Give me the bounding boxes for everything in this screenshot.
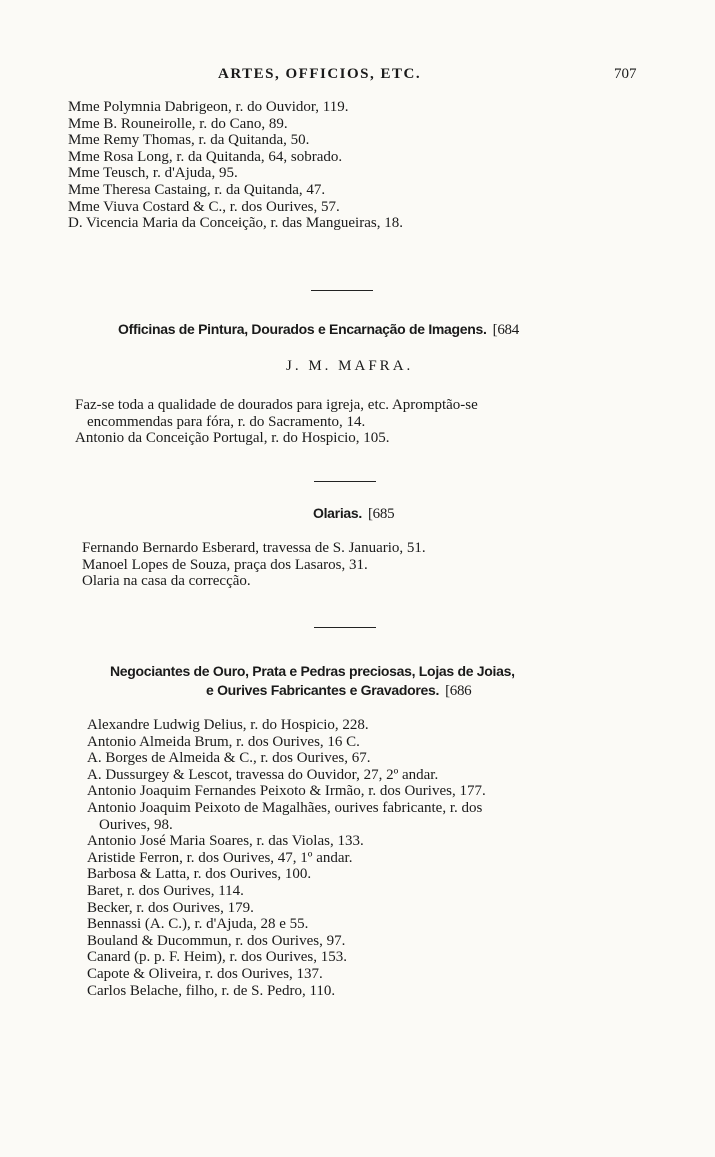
list-item: Alexandre Ludwig Delius, r. do Hospicio, 228. xyxy=(87,717,369,733)
list-item: Fernando Bernardo Esberard, travessa de S. Januario, 51. xyxy=(82,540,426,556)
list-item: Antonio da Conceição Portugal, r. do Hospicio, 105. xyxy=(75,430,390,447)
section-ref: [686 xyxy=(445,683,472,699)
section-heading-686-line2 xyxy=(206,682,471,700)
list-item: Barbosa & Latta, r. dos Ourives, 100. xyxy=(87,866,312,883)
list-item: Capote & Oliveira, r. dos Ourives, 137. xyxy=(87,965,323,982)
list-item: Antonio Joaquim Fernandes Peixoto & Irmão, r. dos Ourives, 177. xyxy=(87,783,486,800)
list-item: Mme Viuva Costard & C., r. dos Ourives, 57. xyxy=(68,198,340,215)
page-number: 707 xyxy=(614,66,637,82)
list-item: D. Vicencia Maria da Conceição, r. das Mangueiras, 18. xyxy=(68,215,403,232)
list-item: Mme Remy Thomas, r. da Quitanda, 50. xyxy=(68,132,310,149)
section-ref: [685 xyxy=(367,506,395,522)
list-item: encommendas para fóra, r. do Sacramento, 14. xyxy=(87,413,366,430)
section-heading-text: Officinas de Pintura, Dourados e Encarnação de Imagens. xyxy=(118,321,487,337)
list-item: Carlos Belache, filho, r. de S. Pedro, 110. xyxy=(87,982,336,999)
section-ref: [684 xyxy=(492,322,519,338)
section-heading-684 xyxy=(118,321,519,339)
running-head xyxy=(0,66,715,88)
running-title: ARTES, OFFICIOS, ETC. xyxy=(218,66,422,82)
section-685-entries xyxy=(82,540,426,590)
list-item: Becker, r. dos Ourives, 179. xyxy=(87,899,254,916)
list-item: Bouland & Ducommun, r. dos Ourives, 97. xyxy=(87,932,346,949)
section-divider xyxy=(314,627,376,628)
list-item: Baret, r. dos Ourives, 114. xyxy=(87,882,244,899)
list-item: Antonio Joaquim Peixoto de Magalhães, ourives fabricante, r. dos xyxy=(87,799,483,816)
list-item: Canard (p. p. F. Heim), r. dos Ourives, 153. xyxy=(87,949,348,966)
list-item: Ourives, 98. xyxy=(99,816,173,833)
proprietor-name: J. M. MAFRA. xyxy=(286,358,414,374)
section-686-entries xyxy=(87,717,486,999)
list-item: Mme Theresa Castaing, r. da Quitanda, 47. xyxy=(68,181,326,198)
list-item: Manoel Lopes de Souza, praça dos Lasaros, 31. xyxy=(82,556,368,573)
section-684-entries xyxy=(75,397,478,447)
section-divider xyxy=(314,481,376,482)
list-item: Faz-se toda a qualidade de dourados para igreja, etc. Apromptão-se xyxy=(75,397,478,413)
section-heading-text: Olarias. xyxy=(313,505,362,521)
list-item: A. Borges de Almeida & C., r. dos Ourives, 67. xyxy=(87,750,371,767)
section-heading-686-line1: Negociantes de Ouro, Prata e Pedras preciosas, Lojas de Joias, xyxy=(110,663,515,679)
list-item: Mme Polymnia Dabrigeon, r. do Ouvidor, 119. xyxy=(68,99,349,115)
list-item: Mme B. Rouneirolle, r. do Cano, 89. xyxy=(68,115,288,132)
list-item: Mme Teusch, r. d'Ajuda, 95. xyxy=(68,165,238,182)
section-heading-text: e Ourives Fabricantes e Gravadores. xyxy=(206,682,440,698)
list-item: A. Dussurgey & Lescot, travessa do Ouvidor, 27, 2º andar. xyxy=(87,766,439,783)
list-item: Bennassi (A. C.), r. d'Ajuda, 28 e 55. xyxy=(87,916,309,933)
list-item: Antonio José Maria Soares, r. das Violas, 133. xyxy=(87,833,364,850)
list-item: Antonio Almeida Brum, r. dos Ourives, 16 C. xyxy=(87,733,360,750)
list-item: Mme Rosa Long, r. da Quitanda, 64, sobrado. xyxy=(68,148,343,165)
top-entries-list xyxy=(68,99,403,232)
section-divider xyxy=(311,290,373,291)
list-item: Aristide Ferron, r. dos Ourives, 47, 1º andar. xyxy=(87,849,353,866)
section-heading-685 xyxy=(313,505,394,523)
list-item: Olaria na casa da correcção. xyxy=(82,573,251,590)
